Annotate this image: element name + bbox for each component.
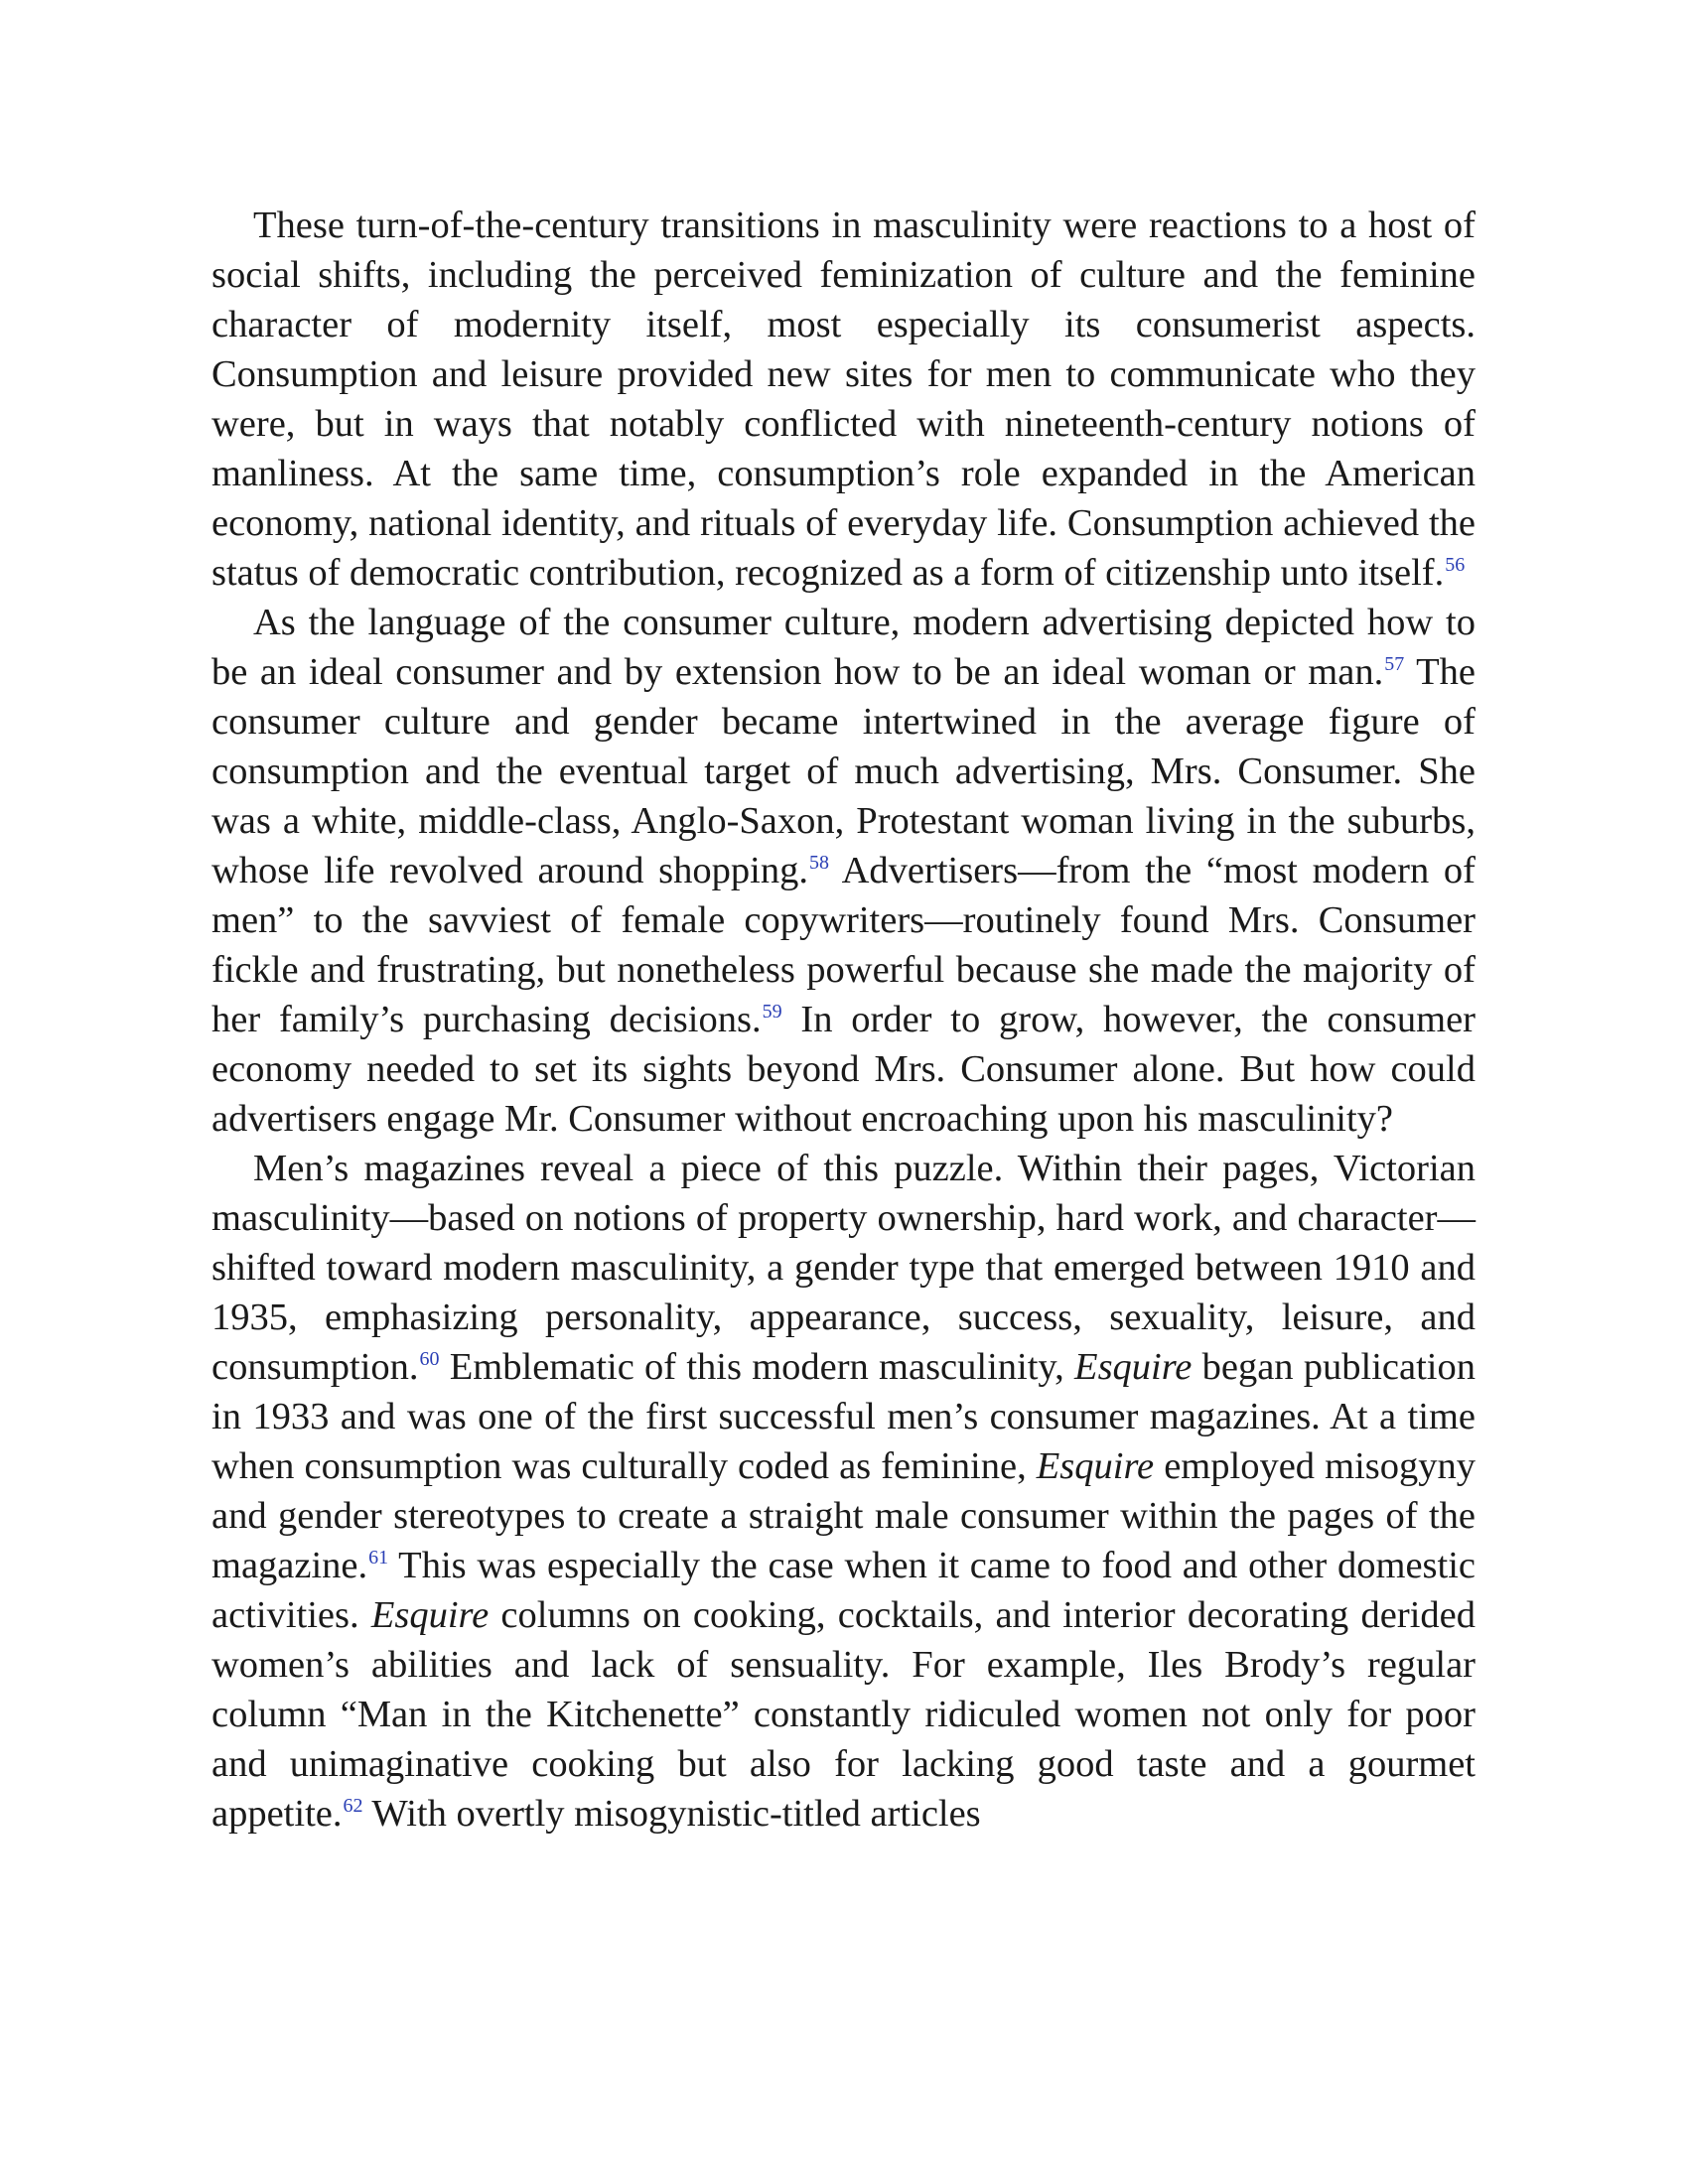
paragraph-3 <box>211 1144 1476 1839</box>
italic-title: Esquire <box>1036 1445 1155 1487</box>
text-segment: columns on cooking, cocktails, and interior decorating derided women’s abilities and lack of sensuality. For example, Iles Brody’s regular column “Man in the Kitchenette” constantly ridiculed women not only for poor and unimaginative cooking but also for lacking good taste and a gourmet appetite. <box>211 1594 1476 1835</box>
text-segment: As the language of the consumer culture, modern advertising depicted how to be an ideal consumer and by extension how to be an ideal woman or man. <box>211 602 1476 693</box>
footnote-marker: 61 <box>368 1547 389 1569</box>
text-segment: employed misogyny and gender stereotypes to create a straight male consumer within the pages of the magazine. <box>211 1445 1476 1586</box>
text-segment: began publication in 1933 and was one of the first successful men’s consumer magazines. At a time when consumption was culturally coded as feminine, <box>211 1346 1476 1487</box>
italic-title: Esquire <box>1074 1346 1193 1388</box>
footnote-marker: 60 <box>419 1348 440 1370</box>
footnote-marker: 58 <box>809 852 829 874</box>
italic-title: Esquire <box>370 1594 490 1636</box>
text-segment: Emblematic of this modern masculinity, <box>439 1346 1075 1388</box>
page-body <box>211 201 1476 1839</box>
footnote-marker: 57 <box>1384 653 1405 675</box>
text-segment: With overtly misogynistic-titled articles <box>362 1793 981 1835</box>
text-segment: Advertisers—from the “most modern of men” to the savviest of female copywriters—routinely found Mrs. Consumer fickle and frustrating, but nonetheless powerful because she made the majority of her family’s purchasing decisions. <box>211 850 1476 1040</box>
footnote-marker: 59 <box>762 1001 782 1023</box>
text-segment: The consumer culture and gender became intertwined in the average figure of consumption and the eventual target of much advertising, Mrs. Consumer. She was a white, middle-class, Anglo-Saxon, Protestant woman living in the suburbs, whose life revolved around shopping. <box>211 651 1476 891</box>
paragraph-1 <box>211 201 1476 598</box>
text-segment: This was especially the case when it came to food and other domestic activities. <box>211 1545 1476 1636</box>
paragraph-2 <box>211 598 1476 1144</box>
text-segment: In order to grow, however, the consumer economy needed to set its sights beyond Mrs. Consumer alone. But how could advertisers engage Mr. Consumer without encroaching upon his masculinity? <box>211 999 1476 1140</box>
text-segment: Men’s magazines reveal a piece of this puzzle. Within their pages, Victorian masculinity—based on notions of property ownership, hard work, and character—shifted toward modern masculinity, a gender type that emerged between 1910 and 1935, emphasizing personality, appearance, success, sexuality, leisure, and consumption. <box>211 1148 1476 1388</box>
footnote-marker: 56 <box>1445 554 1466 576</box>
footnote-marker: 62 <box>343 1795 363 1817</box>
text-segment: These turn-of-the-century transitions in masculinity were reactions to a host of social shifts, including the perceived feminization of culture and the feminine character of modernity itself, most especially its consumerist aspects. Consumption and leisure provided new sites for men to communicate who they were, but in ways that notably conflicted with nineteenth-century notions of manliness. At the same time, consumption’s role expanded in the American economy, national identity, and rituals of everyday life. Consumption achieved the status of democratic contribution, recognized as a form of citizenship unto itself. <box>211 205 1476 594</box>
